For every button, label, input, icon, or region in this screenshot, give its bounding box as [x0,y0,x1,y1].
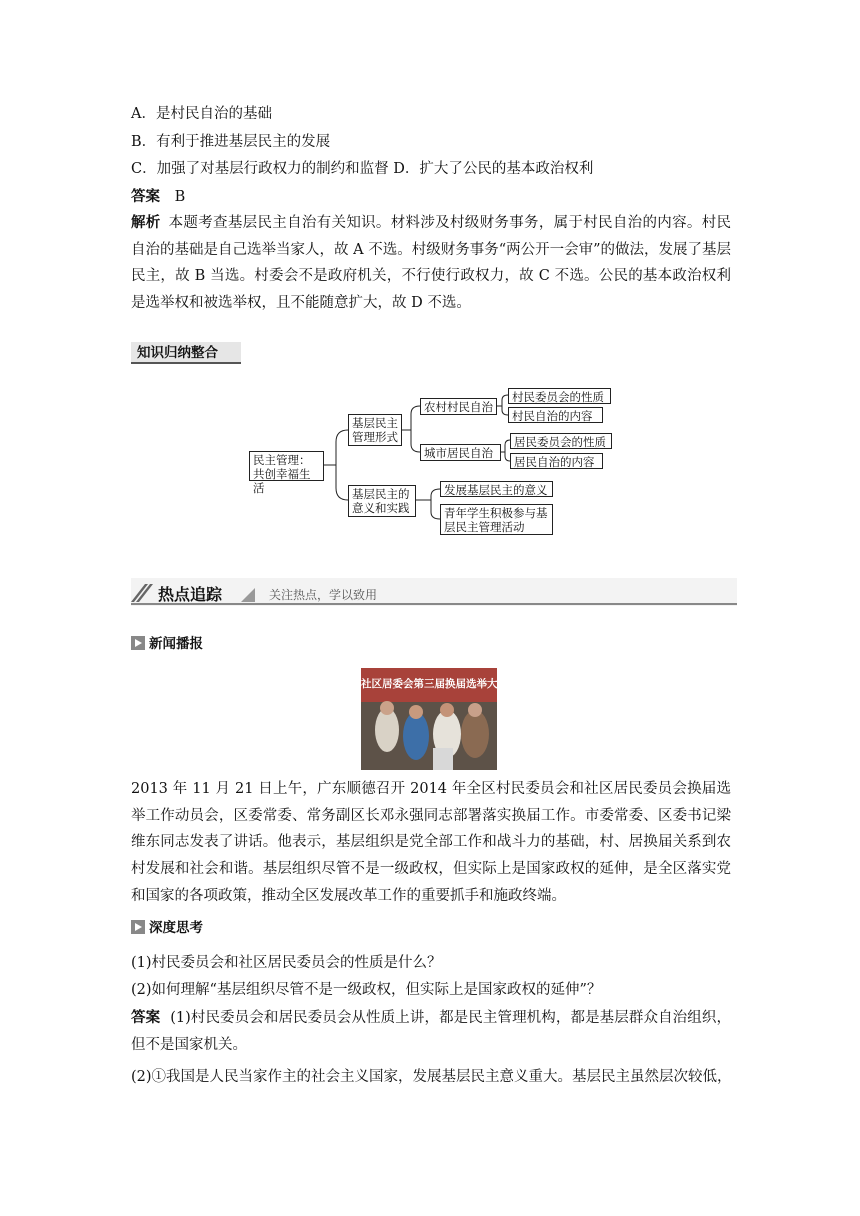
answer-text-continued: (2)①我国是人民当家作主的社会主义国家，发展基层民主意义重大。基层民主虽然层次较低， [131,1069,732,1085]
diagram-branch-meaning: 基层民主的意义和实践 [348,485,416,517]
diagram-urban-item: 居民自治的内容 [510,453,603,469]
diagram-branch-forms: 基层民主管理形式 [348,414,402,446]
diagram-urban-item: 居民委员会的性质 [510,433,612,449]
think-heading [131,919,203,937]
diagram-meaning-item: 发展基层民主的意义 [440,481,553,497]
diagram-urban-autonomy: 城市居民自治 [420,444,501,461]
diagram-root: 民主管理：共创幸福生活 [249,451,324,481]
hot-section-banner [131,578,737,606]
analysis-label: 解析 [131,215,161,231]
hot-section-subtitle: 关注热点，学以致用 [269,588,378,602]
diagram-connectors [0,0,860,560]
answer-paragraph [131,1005,731,1058]
answer-text: (1)村民委员会和居民委员会从性质上讲，都是民主管理机构，都是基层群众自治组织，但不是国家机关。 [131,1010,731,1053]
question-1: (1)村民委员会和社区居民委员会的性质是什么？ [131,955,442,971]
diagram-rural-item: 村民自治的内容 [508,407,603,423]
option-b: B．有利于推进基层民主的发展 [131,134,331,150]
news-paragraph: 2013 年 11 月 21 日上午，广东顺德召开 2014 年全区村民委员会和社区居民委员会换届选举工作动员会，区委常委、常务副区长邓永强同志部署落实换届工作。市委常委、区委书记梁维东同志发表了讲话。他表示，基层组织是党全部工作和战斗力的基础，村、居换届关系到农村发展和社会和谐。基层组织尽管不是一级政权，但实际上是国家政权的延伸，是全区落实党和国家的各项政策，推动全区发展改革工作的重要抓手和施政终端。 [131,781,731,904]
diagram-rural-autonomy: 农村村民自治 [420,398,497,415]
diagram-meaning-item: 青年学生积极参与基层民主管理活动 [440,504,553,535]
hot-section-title: 热点追踪 [158,585,223,604]
analysis-text: 本题考查基层民主自治有关知识。材料涉及村级财务事务，属于村民自治的内容。村民自治的基础是自己选举当家人，故 A 不选。村级财务事务“两公开一会审”的做法，发展了基层民主，故 B 当选。村委会不是政府机关，不行使行政权力，故 C 不选。公民的基本政治权利是选举权和被选举权，且不能随意扩大，故 D 不选。 [131,215,732,311]
answer-label: 答案 [131,1010,161,1026]
question-2: (2)如何理解“基层组织尽管不是一级政权，但实际上是国家政权的延伸”？ [131,982,602,998]
play-triangle-icon [131,636,145,650]
answer-value: B [174,189,186,205]
think-heading-label: 深度思考 [149,920,203,936]
news-photo [361,668,497,770]
knowledge-heading: 知识归纳整合 [131,342,241,364]
diagram-rural-item: 村民委员会的性质 [508,388,611,404]
news-heading-label: 新闻播报 [149,636,203,652]
answer-label: 答案 [131,189,160,205]
play-triangle-icon [131,920,145,934]
news-heading [131,635,203,653]
option-c-d: C．加强了对基层行政权力的制约和监督 D．扩大了公民的基本政治权利 [131,161,594,177]
photo-banner-text: 社区居委会第三届换届选举大 [361,678,497,690]
option-a: A．是村民自治的基础 [131,106,272,122]
